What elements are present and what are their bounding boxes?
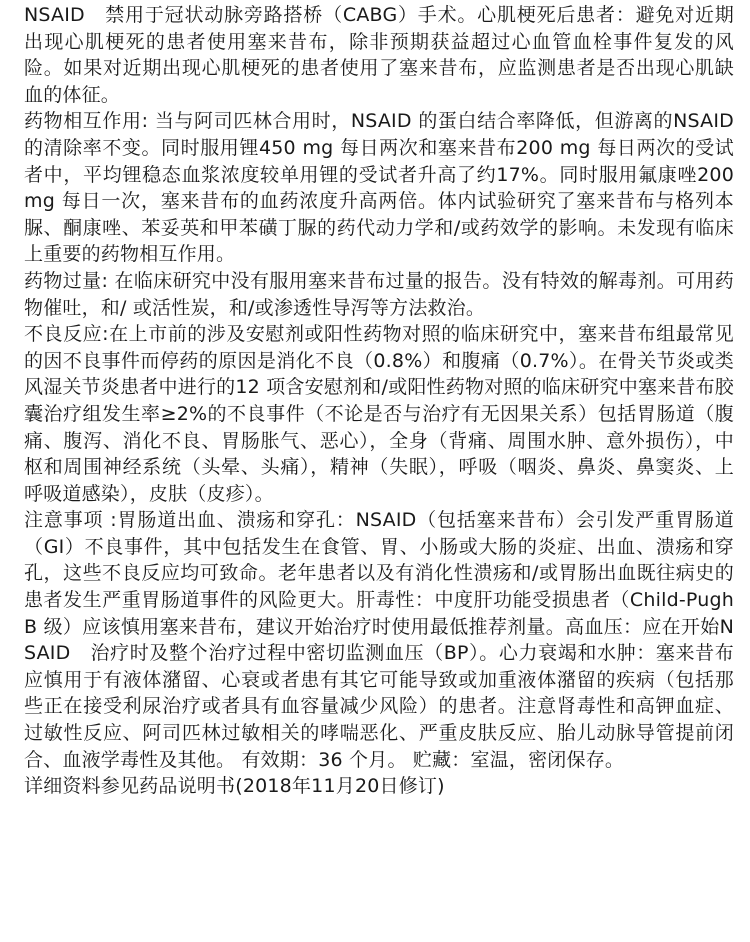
reference-note: 详细资料参见药品说明书(2018年11月20日修订) [24, 775, 445, 798]
drug-label-text [24, 2, 734, 800]
adverse-reactions-paragraph: 不良反应:在上市前的涉及安慰剂或阳性药物对照的临床研究中，塞来昔布组最常见的因不良事件而停药的原因是消化不良（0.8%）和腹痛（0.7%）。在骨关节炎或类风湿关节炎患者中进行的12 项含安慰剂和/或阳性药物对照的临床研究中塞来昔布胶囊治疗组发生率≥2%的不良事件（不论是否与治疗有无因果关系）包括胃肠道（腹痛、腹泻、消化不良、胃肠胀气、恶心），全身（背痛、周围水肿、意外损伤），中枢和周围神经系统（头晕、头痛），精神（失眠），呼吸（咽炎、鼻炎、鼻窦炎、上呼吸道感染），皮肤（皮疹）。 [24, 323, 734, 505]
drug-interactions-paragraph: 药物相互作用: 当与阿司匹林合用时，NSAID 的蛋白结合率降低，但游离的NSAID 的清除率不变。同时服用锂450 mg 每日两次和塞来昔布200 mg 每日两次的受试者中，平均锂稳态血浆浓度较单用锂的受试者升高了约17%。同时服用氟康唑200 mg 每日一次，塞来昔布的血药浓度升高两倍。体内试验研究了塞来昔布与格列本脲、酮康唑、苯妥英和甲苯磺丁脲的药代动力学和/或药效学的影响。未发现有临床上重要的药物相互作用。 [24, 110, 734, 266]
overdose-paragraph: 药物过量: 在临床研究中没有服用塞来昔布过量的报告。没有特效的解毒剂。可用药物催吐，和/ 或活性炭，和/或渗透性导泻等方法救治。 [24, 269, 734, 319]
cabg-contraindication-paragraph: NSAID 禁用于冠状动脉旁路搭桥（CABG）手术。心肌梗死后患者：避免对近期出现心肌梗死的患者使用塞来昔布，除非预期获益超过心血管血栓事件复发的风险。如果对近期出现心肌梗死的患者使用了塞来昔布，应监测患者是否出现心肌缺血的体征。 [24, 4, 734, 106]
precautions-paragraph: 注意事项 :胃肠道出血、溃疡和穿孔：NSAID（包括塞来昔布）会引发严重胃肠道（GI）不良事件，其中包括发生在食管、胃、小肠或大肠的炎症、出血、溃疡和穿孔，这些不良反应均可致命。老年患者以及有消化性溃疡和/或胃肠出血既往病史的患者发生严重胃肠道事件的风险更大。肝毒性：中度肝功能受损患者（Child-Pugh B 级）应该慎用塞来昔布，建议开始治疗时使用最低推荐剂量。高血压：应在开始NSAID 治疗时及整个治疗过程中密切监测血压（BP）。心力衰竭和水肿：塞来昔布应慎用于有液体潴留、心衰或者患有其它可能导致或加重液体潴留的疾病（包括那些正在接受利尿治疗或者具有血容量减少风险）的患者。注意肾毒性和高钾血症、过敏性反应、阿司匹林过敏相关的哮喘恶化、严重皮肤反应、胎儿动脉导管提前闭合、血液学毒性及其他。 有效期：36 个月。 贮藏：室温，密闭保存。 [24, 509, 734, 771]
